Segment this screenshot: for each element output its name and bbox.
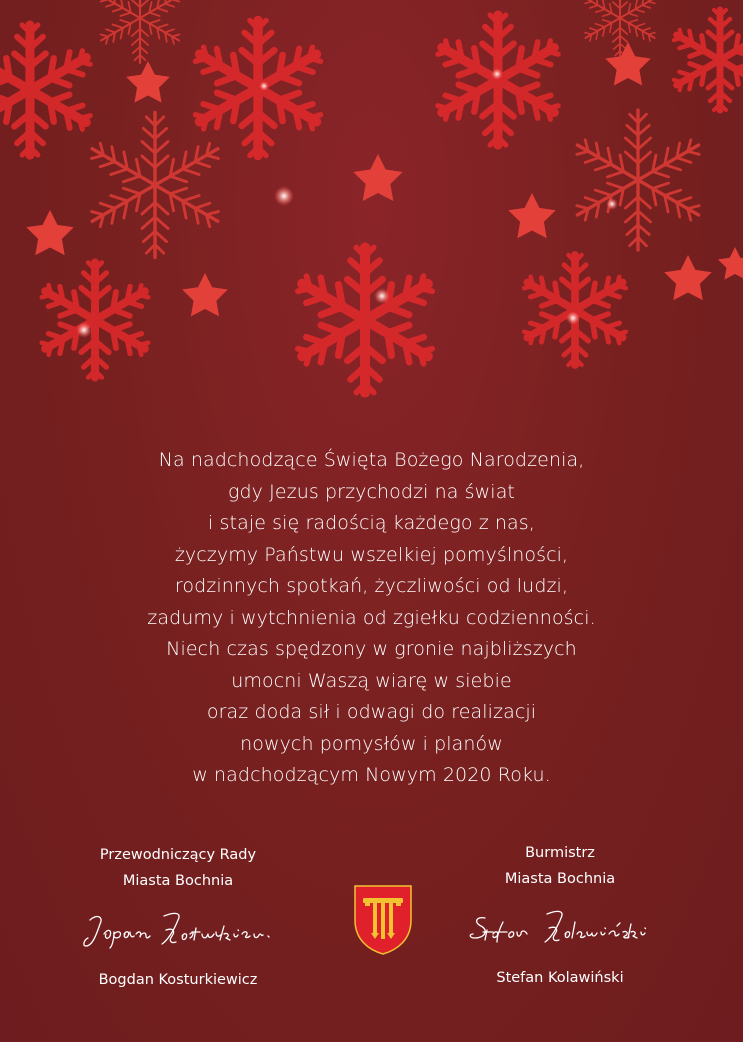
greeting-line: zadumy i wytchnienia od zgiełku codzienności. [147,606,596,629]
snowflake-icon [571,110,705,250]
star-icon [182,273,228,316]
snowflake-icon [191,20,324,155]
snowflake-icon [38,263,151,378]
greeting-line: rodzinnych spotkań, życzliwości od ludzi, [174,575,569,597]
star-icon [605,42,651,85]
handwritten-signature [78,902,278,954]
snowflake-icon [0,25,94,155]
signatory-title: Burmistrz [525,845,595,861]
bochnia-coat-of-arms-icon [353,884,413,956]
signatory-title: Miasta Bochnia [122,873,234,889]
greeting-text [40,445,703,792]
snowflake-icon [671,10,743,110]
greeting-line: Na nadchodzące Święta Bożego Narodzenia, [158,449,585,471]
signatory-name: Stefan Kolawiński [496,970,624,986]
snowflake-icon [294,248,437,393]
greeting-line: w nadchodzącym Nowym 2020 Roku. [192,764,551,786]
star-icon [664,255,712,300]
star-icon [353,154,402,201]
snowflake-icon [521,255,629,365]
greeting-line: życzymy Państwu wszelkiej pomyślności, [174,543,569,566]
greeting-line: gdy Jezus przychodzi na świat [228,480,515,503]
signatory-title: Przewodniczący Rady [99,847,257,863]
star-icon [718,247,743,280]
star-icon [26,210,74,255]
handwritten-signature [465,900,655,952]
greeting-line: nowych pomysłów i planów [240,732,503,755]
greeting-line: i staje się radością każdego z nas, [208,512,535,534]
left-signatory [88,842,268,993]
star-icon [126,61,170,103]
signatory-title: Miasta Bochnia [504,871,616,887]
snowflake-decoration [0,0,743,420]
signatory-name: Bogdan Kosturkiewicz [98,972,258,988]
star-icon [508,193,556,238]
snowflake-icon [434,15,562,145]
greeting-line: oraz doda sił i odwagi do realizacji [206,701,537,723]
snowflake-icon [86,113,225,258]
snowflake-icon [582,0,658,58]
greeting-line: umocni Waszą wiarę w siebie [231,669,512,692]
greeting-line: Niech czas spędzony w gronie najbliższych [166,638,577,660]
right-signatory [470,840,650,991]
snowflake-icon [97,0,183,63]
